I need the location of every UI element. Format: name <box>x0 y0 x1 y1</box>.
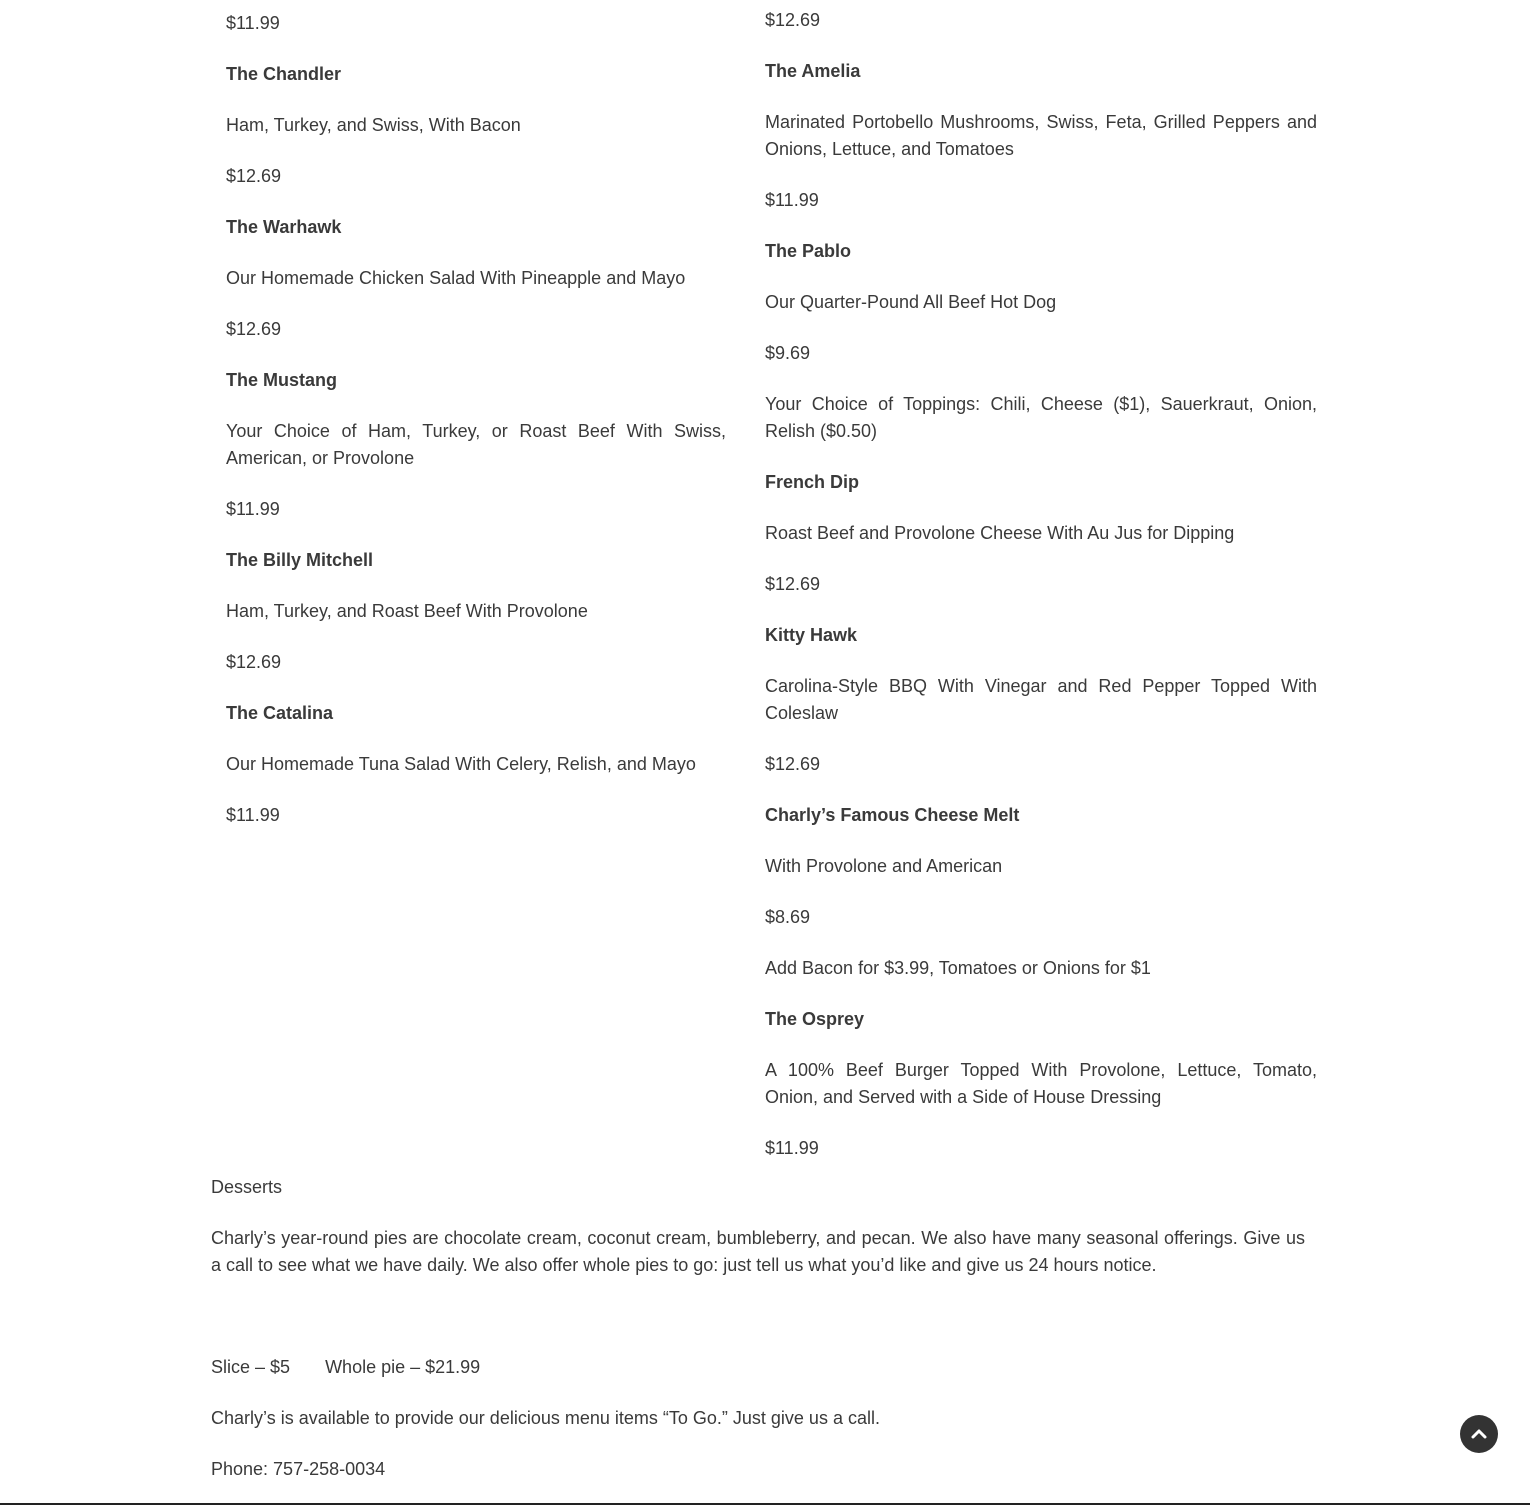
menu-item-name: Kitty Hawk <box>765 625 858 645</box>
menu-item-name: The Billy Mitchell <box>226 550 374 570</box>
phone-number: Phone: 757-258-0034 <box>211 1459 386 1479</box>
menu-item-description: Roast Beef and Provolone Cheese With Au Jus for Dipping <box>765 523 1235 543</box>
menu-price: $8.69 <box>765 907 811 927</box>
menu-price: $11.99 <box>765 1138 819 1158</box>
to-go-notice: Charly’s is available to provide our delicious menu items “To Go.” Just give us a call. <box>211 1408 880 1428</box>
menu-price: $11.99 <box>226 499 280 519</box>
menu-price: $12.69 <box>226 319 282 339</box>
scroll-to-top-button[interactable] <box>1460 1415 1498 1453</box>
whole-pie-price: Whole pie – $21.99 <box>325 1357 481 1377</box>
menu-item-description: Ham, Turkey, and Roast Beef With Provolone <box>226 601 588 621</box>
menu-price: $12.69 <box>765 10 821 30</box>
slice-price: Slice – $5 <box>211 1357 291 1377</box>
menu-item-description: Ham, Turkey, and Swiss, With Bacon <box>226 115 521 135</box>
menu-item-description: Our Homemade Tuna Salad With Celery, Relish, and Mayo <box>226 754 696 774</box>
menu-item-name: Charly’s Famous Cheese Melt <box>765 805 1020 825</box>
menu-item-name: French Dip <box>765 472 860 492</box>
menu-column-left <box>226 0 726 853</box>
menu-item-name: The Osprey <box>765 1009 865 1029</box>
menu-price: $11.99 <box>226 13 280 33</box>
desserts-description: Charly’s year-round pies are chocolate cream, coconut cream, bumbleberry, and pecan. We also have many seasonal offerings. Give us a call to see what we have daily. We also offer whole pies to go: just tell us what you’d like and give us 24 hours notice. <box>211 1228 1305 1275</box>
menu-item-description: A 100% Beef Burger Topped With Provolone, Lettuce, Tomato, Onion, and Served with a Side of House Dressing <box>765 1060 1317 1107</box>
menu-item-description: Our Quarter-Pound All Beef Hot Dog <box>765 292 1057 312</box>
menu-price: $12.69 <box>765 754 821 774</box>
menu-item-description: Marinated Portobello Mushrooms, Swiss, Feta, Grilled Peppers and Onions, Lettuce, and Tomatoes <box>765 112 1317 159</box>
desserts-section <box>211 1174 1305 1507</box>
menu-item-description: Our Homemade Chicken Salad With Pineapple and Mayo <box>226 268 686 288</box>
menu-item-name: The Amelia <box>765 61 861 81</box>
menu-item-name: The Chandler <box>226 64 342 84</box>
menu-item-name: The Warhawk <box>226 217 342 237</box>
pie-prices <box>211 1354 1305 1381</box>
chevron-up-icon <box>1470 1425 1488 1443</box>
menu-price: $11.99 <box>226 805 280 825</box>
menu-column-right <box>765 0 1317 1186</box>
menu-item-name: The Pablo <box>765 241 852 261</box>
menu-price: $11.99 <box>765 190 819 210</box>
menu-price: $9.69 <box>765 343 811 363</box>
menu-item-note: Add Bacon for $3.99, Tomatoes or Onions for $1 <box>765 958 1151 978</box>
menu-item-description: Your Choice of Ham, Turkey, or Roast Beef With Swiss, American, or Provolone <box>226 421 726 468</box>
menu-item-note: Your Choice of Toppings: Chili, Cheese ($1), Sauerkraut, Onion, Relish ($0.50) <box>765 394 1317 441</box>
menu-price: $12.69 <box>226 652 282 672</box>
menu-item-name: The Catalina <box>226 703 334 723</box>
menu-price: $12.69 <box>765 574 821 594</box>
menu-item-name: The Mustang <box>226 370 337 390</box>
desserts-heading: Desserts <box>211 1177 283 1197</box>
menu-item-description: With Provolone and American <box>765 856 1003 876</box>
menu-price: $12.69 <box>226 166 282 186</box>
menu-item-description: Carolina-Style BBQ With Vinegar and Red Pepper Topped With Coleslaw <box>765 676 1317 723</box>
